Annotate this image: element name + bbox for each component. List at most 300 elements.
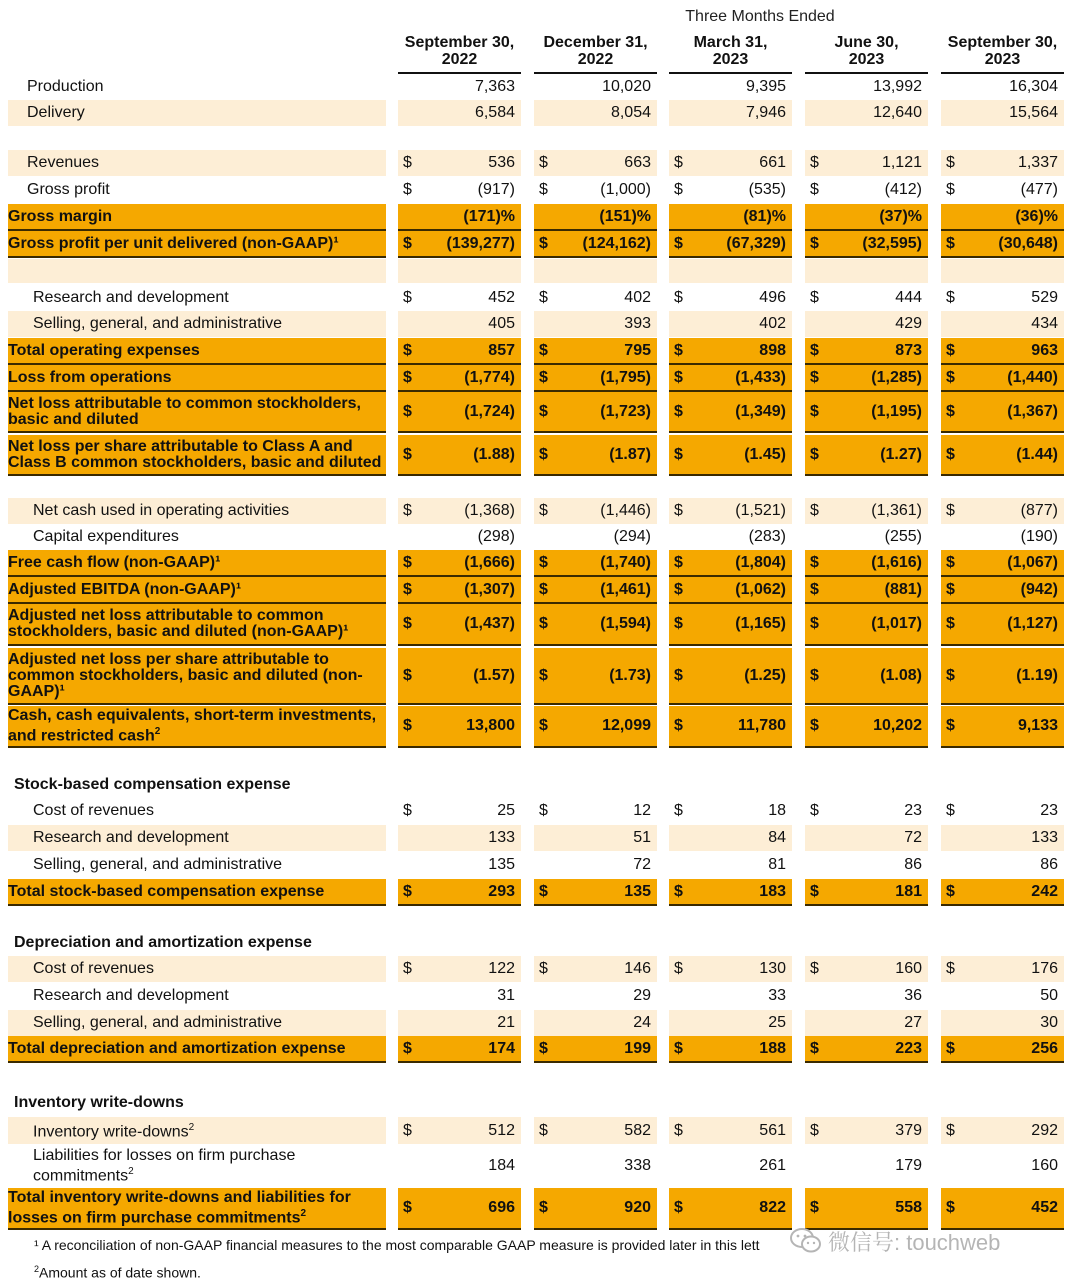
- cell-value: 405: [488, 315, 515, 332]
- currency-symbol: $: [403, 615, 412, 632]
- cell-value: (124,162): [582, 234, 651, 252]
- value-cell: [805, 648, 928, 705]
- cell-value: 176: [1031, 960, 1058, 977]
- currency-symbol: $: [674, 960, 683, 977]
- value-cell: [398, 648, 521, 705]
- cell-value: (1.19): [1016, 666, 1058, 684]
- cell-value: 452: [1031, 1199, 1058, 1216]
- currency-symbol: $: [810, 1039, 819, 1057]
- value-cell: [805, 285, 928, 311]
- value-cell: [805, 798, 928, 824]
- currency-symbol: $: [674, 445, 683, 463]
- cell-value: 10,202: [873, 717, 922, 734]
- cell-value: 10,020: [602, 77, 651, 95]
- cell-value: (1,367): [1007, 402, 1058, 420]
- value-cell: [534, 1188, 657, 1230]
- value-cell: [805, 74, 928, 99]
- currency-symbol: $: [403, 580, 412, 598]
- value-cell: [941, 604, 1064, 646]
- cell-value: 8,054: [610, 104, 651, 121]
- table-row: [0, 956, 1080, 982]
- spacer-cell: [398, 259, 521, 283]
- currency-symbol: $: [946, 181, 955, 198]
- cell-value: 135: [488, 856, 515, 873]
- currency-symbol: $: [810, 289, 819, 306]
- currency-symbol: $: [539, 1121, 548, 1139]
- cell-value: 223: [895, 1039, 922, 1057]
- cell-value: 920: [624, 1199, 651, 1216]
- value-cell: [398, 498, 521, 524]
- value-cell: [669, 550, 792, 577]
- value-cell: [941, 392, 1064, 433]
- footnote-marker: 2: [300, 1207, 307, 1219]
- column-header-3: [669, 34, 792, 74]
- cell-value: (1,127): [1007, 615, 1058, 632]
- row-label: [8, 582, 241, 598]
- cell-value: 661: [759, 154, 786, 171]
- value-cell: [534, 311, 657, 337]
- value-cell: [534, 798, 657, 824]
- currency-symbol: $: [674, 234, 683, 252]
- value-cell: [941, 648, 1064, 705]
- row-label-cell: [8, 311, 386, 337]
- cell-value: 512: [488, 1121, 515, 1139]
- value-cell: [398, 1010, 521, 1036]
- cell-value: (1,795): [600, 368, 651, 386]
- row-label-cell: [8, 231, 386, 258]
- value-cell: [398, 604, 521, 646]
- currency-symbol: $: [674, 502, 683, 519]
- value-cell: [398, 150, 521, 176]
- row-label-text: Adjusted EBITDA (non-GAAP)¹: [8, 580, 242, 598]
- table-row: [0, 1117, 1080, 1144]
- value-cell: [398, 311, 521, 337]
- cell-value: 379: [895, 1121, 922, 1139]
- currency-symbol: $: [539, 615, 548, 632]
- row-label-cell: [8, 1010, 386, 1036]
- row-label-cell: [8, 204, 386, 231]
- cell-value: 29: [633, 987, 651, 1004]
- cell-value: (477): [1020, 181, 1058, 198]
- currency-symbol: $: [946, 580, 955, 598]
- row-label: [8, 652, 386, 700]
- value-cell: [669, 1010, 792, 1036]
- row-label-cell: [8, 852, 386, 878]
- value-cell: [941, 525, 1064, 549]
- currency-symbol: $: [946, 368, 955, 386]
- row-label-text: Total depreciation and amortization expense: [8, 1039, 346, 1057]
- value-cell: [805, 338, 928, 365]
- cell-value: 13,800: [466, 717, 515, 734]
- value-cell: [398, 577, 521, 604]
- cell-value: 72: [633, 856, 651, 873]
- cell-value: 12: [633, 802, 651, 819]
- value-cell: [398, 177, 521, 203]
- value-cell: [534, 577, 657, 604]
- value-cell: [669, 825, 792, 851]
- value-cell: [805, 204, 928, 231]
- cell-value: (1,368): [464, 502, 515, 519]
- currency-symbol: $: [810, 960, 819, 977]
- cell-value: (190): [1020, 528, 1058, 545]
- cell-value: 86: [904, 856, 922, 873]
- watermark: [790, 1224, 1000, 1258]
- value-cell: [941, 1117, 1064, 1144]
- value-cell: [534, 1010, 657, 1036]
- value-cell: [534, 231, 657, 258]
- cell-value: (1,446): [600, 502, 651, 519]
- cell-value: 31: [497, 987, 515, 1004]
- table-row: [0, 311, 1080, 337]
- value-cell: [941, 825, 1064, 851]
- cell-value: 25: [497, 802, 515, 819]
- value-cell: [534, 100, 657, 126]
- row-label-cell: [8, 1036, 386, 1063]
- row-label: [8, 370, 172, 386]
- row-label-cell: [8, 1117, 386, 1144]
- row-label-text: Loss from operations: [8, 368, 172, 386]
- cell-value: 23: [904, 802, 922, 819]
- value-cell: [941, 231, 1064, 258]
- spacer-cell: [8, 259, 386, 283]
- cell-value: (1,285): [871, 368, 922, 386]
- cell-value: 72: [904, 829, 922, 846]
- cell-value: (1.73): [609, 666, 651, 684]
- table-row: [0, 706, 1080, 748]
- value-cell: [398, 852, 521, 878]
- row-label: [8, 1190, 386, 1226]
- currency-symbol: $: [403, 502, 412, 519]
- value-cell: [941, 74, 1064, 99]
- cell-value: 23: [1040, 802, 1058, 819]
- value-cell: [534, 435, 657, 476]
- value-cell: [398, 338, 521, 365]
- row-label: [8, 236, 339, 252]
- column-header-line: 2023: [712, 51, 749, 68]
- value-cell: [669, 285, 792, 311]
- value-cell: [398, 879, 521, 906]
- cell-value: 963: [1031, 341, 1058, 359]
- section-title-sbc: Stock-based compensation expense: [14, 776, 291, 793]
- currency-symbol: $: [946, 1121, 955, 1139]
- cell-value: (1,000): [600, 181, 651, 198]
- row-label-text: Revenues: [27, 154, 100, 171]
- currency-symbol: $: [674, 882, 683, 900]
- value-cell: [534, 177, 657, 203]
- footnote-marker: 2: [128, 1165, 134, 1177]
- value-cell: [669, 648, 792, 705]
- value-cell: [805, 435, 928, 476]
- value-cell: [669, 498, 792, 524]
- row-label-text: Cost of revenues: [33, 802, 154, 819]
- cell-value: 561: [759, 1121, 786, 1139]
- cell-value: (1,361): [871, 502, 922, 519]
- currency-symbol: $: [539, 445, 548, 463]
- table-row: [0, 365, 1080, 392]
- footnote-marker: 2: [154, 725, 161, 737]
- cell-value: 133: [1031, 829, 1058, 846]
- currency-symbol: $: [946, 666, 955, 684]
- value-cell: [941, 550, 1064, 577]
- row-label-text: Selling, general, and administrative: [33, 1014, 283, 1031]
- value-cell: [398, 550, 521, 577]
- wechat-icon: [790, 1227, 822, 1255]
- table-row: [0, 204, 1080, 231]
- value-cell: [941, 577, 1064, 604]
- cell-value: 452: [488, 289, 515, 306]
- currency-symbol: $: [674, 289, 683, 306]
- currency-symbol: $: [810, 666, 819, 684]
- table-row: [0, 577, 1080, 604]
- value-cell: [534, 956, 657, 982]
- cell-value: (1,440): [1007, 368, 1058, 386]
- value-cell: [398, 798, 521, 824]
- value-cell: [398, 825, 521, 851]
- value-cell: [805, 956, 928, 982]
- currency-symbol: $: [946, 341, 955, 359]
- watermark-text: 微信号: touchweb: [828, 1229, 1001, 1255]
- value-cell: [534, 1036, 657, 1063]
- currency-symbol: $: [946, 615, 955, 632]
- cell-value: 179: [895, 1157, 922, 1174]
- value-cell: [941, 338, 1064, 365]
- cell-value: (32,595): [862, 234, 922, 252]
- cell-value: 86: [1040, 856, 1058, 873]
- spacer-cell: [534, 259, 657, 283]
- spacer-cell: [941, 259, 1064, 283]
- row-label-text: Production: [27, 77, 104, 95]
- cell-value: 496: [759, 289, 786, 306]
- cell-value: (1,307): [464, 580, 515, 598]
- value-cell: [941, 204, 1064, 231]
- currency-symbol: $: [403, 553, 412, 571]
- column-header-5: [941, 34, 1064, 74]
- cell-value: (1,616): [871, 553, 922, 571]
- cell-value: 9,395: [745, 77, 786, 95]
- row-label-text: Adjusted net loss attributable to common stockholders, basic and diluted (non-GAAP)¹: [8, 607, 349, 640]
- value-cell: [534, 1146, 657, 1186]
- cell-value: (283): [748, 528, 786, 545]
- cell-value: 27: [904, 1014, 922, 1031]
- value-cell: [805, 879, 928, 906]
- table-row: [0, 392, 1080, 433]
- column-header-1: [398, 34, 521, 74]
- cell-value: 25: [768, 1014, 786, 1031]
- currency-symbol: $: [674, 341, 683, 359]
- footnote-marker: 2: [188, 1122, 195, 1134]
- row-label: [8, 182, 110, 198]
- row-label-cell: [8, 435, 386, 476]
- row-label-cell: [8, 577, 386, 604]
- cell-value: (1,521): [735, 502, 786, 519]
- value-cell: [805, 1010, 928, 1036]
- row-label: [8, 1148, 386, 1184]
- value-cell: [941, 706, 1064, 748]
- currency-symbol: $: [946, 445, 955, 463]
- value-cell: [534, 74, 657, 99]
- value-cell: [669, 798, 792, 824]
- column-header-line: September 30,: [404, 34, 515, 51]
- value-cell: [398, 285, 521, 311]
- cell-value: 1,337: [1017, 154, 1058, 171]
- cell-value: 130: [759, 960, 786, 977]
- value-cell: [534, 879, 657, 906]
- currency-symbol: $: [810, 717, 819, 734]
- value-cell: [398, 74, 521, 99]
- currency-symbol: $: [403, 445, 412, 463]
- cell-value: (1.57): [473, 666, 515, 684]
- cell-value: (1,666): [464, 553, 515, 571]
- value-cell: [805, 983, 928, 1009]
- cell-value: (1,067): [1007, 553, 1058, 571]
- cell-value: 558: [895, 1199, 922, 1216]
- column-header-line: 2022: [441, 51, 478, 68]
- currency-symbol: $: [674, 802, 683, 819]
- cell-value: 663: [624, 154, 651, 171]
- row-label-cell: [8, 1188, 386, 1230]
- cell-value: 795: [624, 341, 651, 359]
- currency-symbol: $: [539, 553, 548, 571]
- currency-symbol: $: [810, 445, 819, 463]
- currency-symbol: $: [539, 289, 548, 306]
- value-cell: [398, 525, 521, 549]
- cell-value: 256: [1031, 1039, 1058, 1057]
- row-label-text: Cash, cash equivalents, short-term investments, and restricted cash: [8, 706, 377, 745]
- row-label: [8, 79, 104, 95]
- cell-value: (1,165): [735, 615, 786, 632]
- value-cell: [805, 311, 928, 337]
- cell-value: (37)%: [879, 207, 922, 225]
- currency-symbol: $: [403, 882, 412, 900]
- cell-value: 9,133: [1017, 717, 1058, 734]
- table-row: [0, 100, 1080, 126]
- row-label: [8, 396, 386, 428]
- cell-value: 822: [759, 1199, 786, 1216]
- cell-value: (942): [1020, 580, 1058, 598]
- value-cell: [398, 706, 521, 748]
- cell-value: 160: [1031, 1157, 1058, 1174]
- cell-value: 434: [1031, 315, 1058, 332]
- currency-symbol: $: [539, 802, 548, 819]
- value-cell: [534, 285, 657, 311]
- row-label: [8, 961, 154, 977]
- row-label-text: Net loss attributable to common stockholders, basic and diluted: [8, 394, 361, 428]
- cell-value: (535): [748, 181, 786, 198]
- row-label: [8, 155, 99, 171]
- currency-symbol: $: [810, 181, 819, 198]
- value-cell: [669, 1117, 792, 1144]
- row-label: [8, 209, 112, 225]
- currency-symbol: $: [674, 402, 683, 420]
- cell-value: (1,062): [735, 580, 786, 598]
- currency-symbol: $: [674, 368, 683, 386]
- value-cell: [805, 150, 928, 176]
- currency-symbol: $: [403, 234, 412, 252]
- row-label: [8, 503, 289, 519]
- currency-symbol: $: [539, 341, 548, 359]
- cell-value: (1,349): [735, 402, 786, 420]
- row-label-cell: [8, 150, 386, 176]
- value-cell: [534, 525, 657, 549]
- value-cell: [669, 525, 792, 549]
- cell-value: 30: [1040, 1014, 1058, 1031]
- cell-value: 293: [488, 882, 515, 900]
- row-label-cell: [8, 604, 386, 646]
- value-cell: [805, 177, 928, 203]
- currency-symbol: $: [810, 368, 819, 386]
- value-cell: [669, 577, 792, 604]
- cell-value: (81)%: [743, 207, 786, 225]
- cell-value: 81: [768, 856, 786, 873]
- value-cell: [534, 983, 657, 1009]
- value-cell: [669, 706, 792, 748]
- cell-value: 133: [488, 829, 515, 846]
- footnote-2: $^2$Amount as of date shown.: [34, 1264, 201, 1281]
- column-header-4: [805, 34, 928, 74]
- value-cell: [941, 956, 1064, 982]
- cell-value: (1,740): [600, 553, 651, 571]
- currency-symbol: $: [674, 580, 683, 598]
- table-row: [0, 1146, 1080, 1186]
- row-label-cell: [8, 879, 386, 906]
- cell-value: 11,780: [737, 717, 786, 734]
- table-row: [0, 648, 1080, 705]
- currency-symbol: $: [539, 154, 548, 171]
- cell-value: 12,640: [873, 104, 922, 121]
- cell-value: 135: [624, 882, 651, 900]
- currency-symbol: $: [539, 1039, 548, 1057]
- cell-value: (1,433): [735, 368, 786, 386]
- section-title-da: Depreciation and amortization expense: [14, 934, 312, 951]
- value-cell: [534, 648, 657, 705]
- cell-value: 582: [624, 1121, 651, 1139]
- currency-symbol: $: [810, 234, 819, 252]
- currency-symbol: $: [810, 1121, 819, 1139]
- currency-symbol: $: [946, 1199, 955, 1216]
- row-label-text: Gross profit: [27, 181, 110, 198]
- cell-value: 898: [759, 341, 786, 359]
- currency-symbol: $: [946, 289, 955, 306]
- row-label-text: Selling, general, and administrative: [33, 315, 283, 332]
- row-label-text: Cost of revenues: [33, 960, 154, 977]
- currency-symbol: $: [539, 960, 548, 977]
- currency-symbol: $: [810, 402, 819, 420]
- table-row: [0, 1036, 1080, 1063]
- value-cell: [669, 956, 792, 982]
- currency-symbol: $: [539, 234, 548, 252]
- cell-value: 16,304: [1009, 77, 1058, 95]
- value-cell: [669, 1146, 792, 1186]
- cell-value: (255): [884, 528, 922, 545]
- row-label: [8, 988, 229, 1004]
- super-header: Three Months Ended: [685, 8, 835, 25]
- row-label-text: Adjusted net loss per share attributable to common stockholders, basic and diluted (non-GAAP)¹: [8, 650, 363, 700]
- value-cell: [669, 392, 792, 433]
- currency-symbol: $: [674, 1121, 683, 1139]
- row-label-text: Net cash used in operating activities: [33, 502, 290, 519]
- cell-value: (1,594): [600, 615, 651, 632]
- value-cell: [669, 1036, 792, 1063]
- row-label: [8, 1015, 282, 1031]
- value-cell: [398, 435, 521, 476]
- table-row: [0, 177, 1080, 203]
- cell-value: 12,099: [602, 717, 651, 734]
- cell-value: (1,195): [871, 402, 922, 420]
- table-row: [0, 498, 1080, 524]
- currency-symbol: $: [403, 402, 412, 420]
- currency-symbol: $: [403, 181, 412, 198]
- column-header-line: December 31,: [543, 34, 648, 51]
